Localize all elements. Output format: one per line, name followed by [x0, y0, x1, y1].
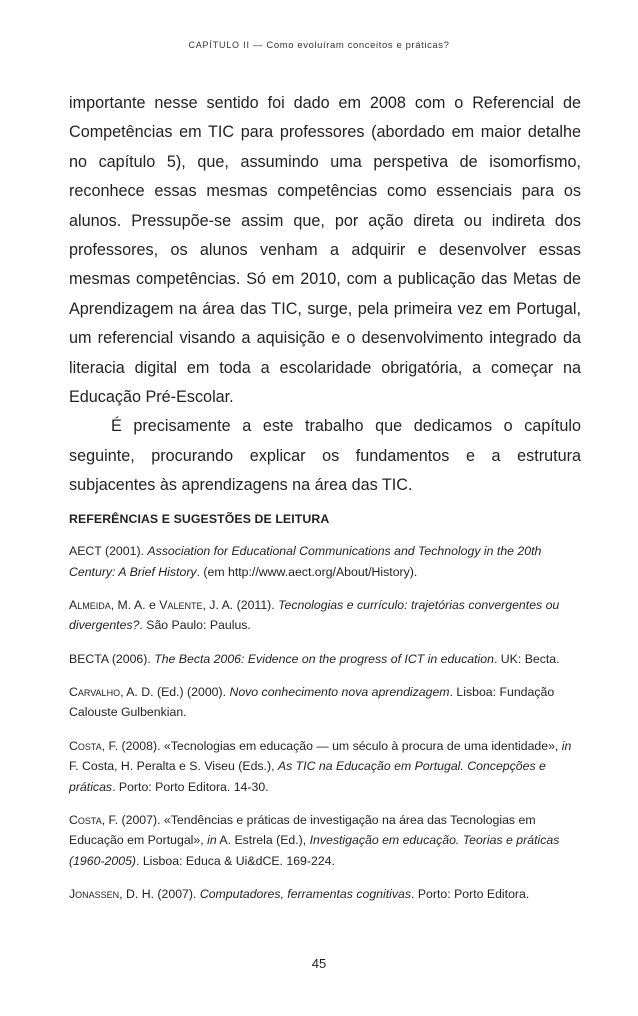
ref-author: Almeida: [69, 597, 111, 612]
ref-rest: . (em http://www.aect.org/About/History).: [196, 564, 418, 579]
ref-title: As TIC na Educação em Portugal. Concepções e práticas: [69, 759, 546, 794]
reference-item: [69, 541, 581, 582]
reference-item: [69, 595, 581, 636]
ref-author: AECT (2001).: [69, 544, 148, 558]
ref-year: , D. H. (2007).: [119, 887, 200, 902]
reference-item: [69, 736, 581, 798]
ref-editors: A. Estrela (Ed.),: [216, 833, 310, 848]
references-list: [69, 541, 581, 918]
page-number: 45: [311, 956, 327, 971]
ref-year: , F. (2008). «Tecnologias em educação — um século à procura de uma identidade»,: [101, 738, 562, 753]
ref-rest: . Porto: Porto Editora. 14-30.: [112, 779, 269, 794]
ref-title: The Becta 2006: Evidence on the progress of ICT in education: [154, 651, 494, 666]
ref-title: Association for Educational Communications and Technology in the 20th Century: A Brief History: [69, 544, 542, 579]
body-text: [69, 89, 581, 501]
references-heading: REFERÊNCIAS E SUGESTÕES DE LEITURA: [69, 512, 330, 526]
ref-in: in: [561, 738, 572, 753]
ref-author: Jonassen: [69, 887, 120, 902]
ref-rest: . Lisboa: Fundação Calouste Gulbenkian.: [69, 684, 555, 720]
ref-author: Costa: [69, 812, 102, 827]
ref-in: in: [207, 833, 217, 848]
header-separator: —: [249, 40, 267, 51]
ref-year: , A. D. (Ed.) (2000).: [120, 684, 230, 699]
ref-rest: . Lisboa: Educa & Ui&dCE. 169-224.: [136, 853, 335, 868]
ref-title: Investigação em educação. Teorias e práticas (1960-2005): [69, 833, 560, 868]
reference-item: [69, 884, 581, 905]
paragraph: É precisamente a este trabalho que dedicamos o capítulo seguinte, procurando explicar os fundamentos e a estrutura subjacentes às aprendizagens na área das TIC.: [69, 417, 581, 495]
ref-title: Tecnologias e currículo: trajetórias convergentes ou divergentes?: [69, 597, 560, 633]
chapter-title: Como evoluíram conceitos e práticas?: [266, 40, 450, 51]
ref-rest: . Porto: Porto Editora.: [411, 887, 530, 902]
reference-item: [69, 810, 581, 872]
ref-author: Valente: [159, 597, 203, 612]
paragraph: importante nesse sentido foi dado em 2008 com o Referencial de Competências em TIC para professores (abordado em maior detalhe no capítulo 5), que, assumindo uma perspetiva de isomorfismo, reconhece essas mesmas competências como essenciais para os alunos. Pressupõe-se assim que, por ação direta ou indireta dos professores, os alunos venham a adquirir e desenvolver essas mesmas competências. Só em 2010, com a publicação das Metas de Aprendizagem na área das TIC, surge, pela primeira vez em Portugal, um referencial visando a aquisição e o desenvolvimento integrado da literacia digital em toda a escolaridade obrigatória, a começar na Educação Pré-Escolar.: [69, 94, 581, 407]
ref-author: Carvalho: [69, 684, 121, 699]
ref-rest: . São Paulo: Paulus.: [139, 618, 251, 633]
ref-year: , F. (2007). «Tendências e práticas de investigação na área das Tecnologias em Educação em Portugal»,: [69, 812, 536, 848]
reference-item: [69, 649, 581, 670]
running-header: [0, 40, 638, 51]
ref-year: , J. A. (2011).: [202, 597, 279, 612]
chapter-label: CAPÍTULO II: [188, 40, 250, 50]
ref-author: Costa: [69, 738, 102, 753]
ref-title: Novo conhecimento nova aprendizagem: [229, 684, 450, 699]
ref-author-rest: , M. A. e: [110, 597, 160, 612]
ref-title: Computadores, ferramentas cognitivas: [199, 887, 412, 902]
ref-rest: . UK: Becta.: [493, 651, 560, 666]
ref-author: BECTA (2006).: [69, 651, 155, 666]
reference-item: [69, 682, 581, 723]
ref-editors: F. Costa, H. Peralta e S. Viseu (Eds.),: [69, 759, 278, 774]
